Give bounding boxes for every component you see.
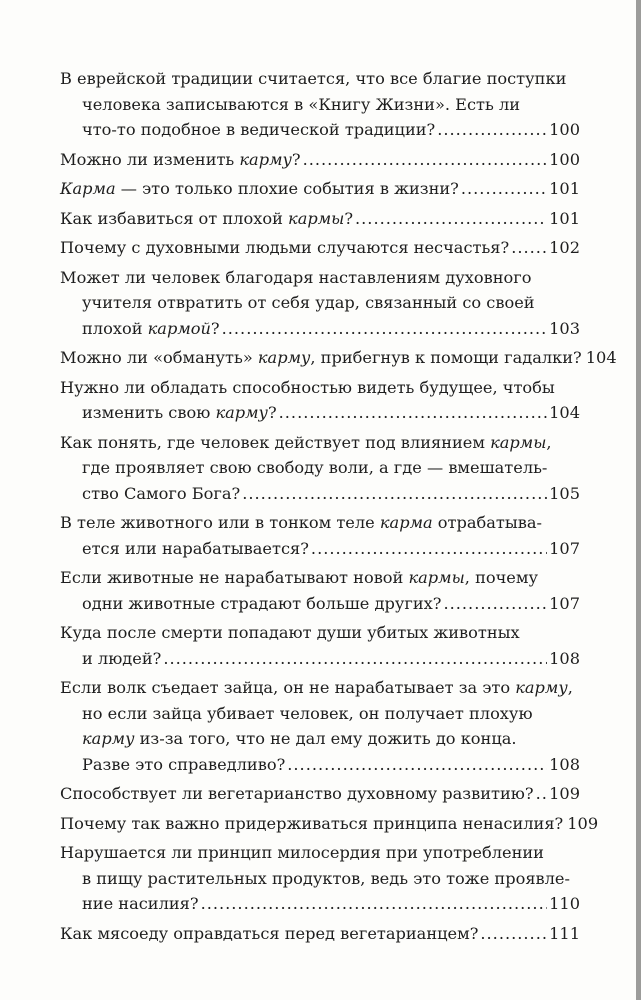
toc-line-text: ется или нарабатывается? bbox=[82, 538, 309, 558]
toc-entry bbox=[60, 811, 599, 837]
dot-leader bbox=[222, 316, 547, 342]
toc-line bbox=[60, 891, 580, 917]
toc-line-text: что-то подобное в ведической традиции? bbox=[82, 120, 436, 139]
toc-line-text: человека записываются в «Книгу Жизни». Есть ли bbox=[82, 94, 521, 114]
page-number: 108 bbox=[549, 648, 580, 668]
toc-line bbox=[60, 345, 617, 371]
toc-entry bbox=[60, 675, 580, 777]
toc-line bbox=[60, 675, 580, 701]
toc-entry bbox=[60, 781, 580, 807]
toc-line bbox=[60, 866, 580, 892]
page-number: 100 bbox=[549, 120, 580, 139]
page-number: 104 bbox=[585, 348, 617, 367]
toc-line-text: плохой кармой? bbox=[82, 318, 220, 338]
toc-line bbox=[60, 481, 580, 507]
dot-leader bbox=[242, 481, 547, 507]
toc-line-text: в пищу растительных продуктов, ведь это тоже проявле- bbox=[82, 868, 570, 888]
toc-entry bbox=[60, 921, 580, 947]
toc-line-text: Почему с духовными людьми случаются несчастья? bbox=[60, 238, 510, 257]
toc-line-text: Как избавиться от плохой кармы? bbox=[60, 208, 354, 228]
page-number: 109 bbox=[567, 813, 599, 833]
toc-line bbox=[60, 147, 580, 173]
page-number: 111 bbox=[549, 923, 580, 943]
toc-entry bbox=[60, 206, 580, 232]
page-number: 108 bbox=[549, 754, 580, 774]
toc-line-text: ние насилия? bbox=[82, 894, 199, 913]
toc-line bbox=[60, 701, 580, 727]
toc-line bbox=[60, 752, 580, 778]
dot-leader bbox=[461, 176, 547, 202]
page-number: 101 bbox=[549, 179, 580, 198]
toc-line-text: изменить свою карму? bbox=[82, 403, 277, 422]
toc-entry bbox=[60, 176, 580, 202]
toc-line bbox=[60, 510, 580, 536]
dot-leader bbox=[303, 147, 548, 173]
dot-leader bbox=[536, 781, 548, 807]
toc-line-text: Если животные не нарабатывают новой кармы, почему bbox=[60, 568, 539, 587]
dot-leader bbox=[311, 536, 547, 562]
toc-line-text: В еврейской традиции считается, что все благие поступки bbox=[60, 69, 567, 88]
toc-line bbox=[60, 430, 580, 456]
toc-line bbox=[60, 620, 580, 646]
toc-line bbox=[60, 375, 580, 401]
toc-entry bbox=[60, 430, 580, 507]
page-number: 107 bbox=[549, 538, 580, 558]
page-number: 110 bbox=[549, 894, 580, 913]
dot-leader bbox=[437, 117, 547, 143]
dot-leader bbox=[480, 921, 547, 947]
toc-line bbox=[60, 206, 580, 232]
toc-entry bbox=[60, 345, 617, 371]
toc-line bbox=[60, 565, 580, 591]
toc-entry bbox=[60, 265, 580, 342]
table-of-contents bbox=[60, 66, 617, 950]
toc-line bbox=[60, 265, 580, 291]
toc-line-text: Можно ли изменить карму? bbox=[60, 149, 301, 169]
toc-line-text: где проявляет свою свободу воли, а где — вмешатель- bbox=[82, 458, 548, 477]
toc-line-text: Как понять, где человек действует под влиянием кармы, bbox=[60, 432, 552, 452]
toc-line-text: учителя отвратить от себя удар, связанный со своей bbox=[82, 293, 535, 312]
toc-line bbox=[60, 921, 580, 947]
page-number: 107 bbox=[549, 593, 580, 613]
toc-line-text: Можно ли «обмануть» карму, прибегнув к помощи гадалки? bbox=[60, 348, 582, 367]
toc-line-text: Если волк съедает зайца, он не нарабатывает за это карму, bbox=[60, 678, 573, 697]
page-edge-shadow bbox=[636, 0, 641, 1000]
toc-line bbox=[60, 235, 580, 261]
toc-line-text: Нарушается ли принцип милосердия при употреблении bbox=[60, 843, 544, 862]
dot-leader bbox=[511, 235, 547, 261]
toc-line bbox=[60, 66, 580, 92]
dot-leader bbox=[287, 752, 547, 778]
toc-entry bbox=[60, 620, 580, 671]
dot-leader bbox=[163, 646, 547, 672]
toc-line bbox=[60, 316, 580, 342]
toc-entry bbox=[60, 147, 580, 173]
toc-line-text: Карма — это только плохие события в жизни? bbox=[60, 179, 459, 198]
toc-entry bbox=[60, 565, 580, 616]
toc-entry bbox=[60, 375, 580, 426]
toc-line bbox=[60, 781, 580, 807]
toc-line-text: ство Самого Бога? bbox=[82, 483, 241, 503]
toc-line-text: и людей? bbox=[82, 648, 162, 668]
toc-line bbox=[60, 92, 580, 118]
toc-line-text: одни животные страдают больше других? bbox=[82, 593, 442, 613]
toc-line-text: В теле животного или в тонком теле карма отрабатыва- bbox=[60, 513, 542, 532]
toc-line bbox=[60, 726, 580, 752]
toc-line-text: Почему так важно придерживаться принципа ненасилия? bbox=[60, 813, 564, 833]
toc-line bbox=[60, 455, 580, 481]
toc-line-text: Куда после смерти попадают души убитых животных bbox=[60, 623, 520, 642]
toc-line bbox=[60, 646, 580, 672]
dot-leader bbox=[443, 591, 547, 617]
toc-entry bbox=[60, 510, 580, 561]
toc-line bbox=[60, 536, 580, 562]
toc-line bbox=[60, 591, 580, 617]
page-number: 101 bbox=[549, 208, 580, 228]
toc-line-text: Может ли человек благодаря наставлениям духовного bbox=[60, 267, 532, 287]
toc-line-text: Нужно ли обладать способностью видеть будущее, чтобы bbox=[60, 377, 555, 397]
toc-line bbox=[60, 400, 580, 426]
dot-leader bbox=[355, 206, 547, 232]
toc-line bbox=[60, 117, 580, 143]
page-number: 104 bbox=[549, 403, 580, 422]
toc-line bbox=[60, 840, 580, 866]
toc-entry bbox=[60, 840, 580, 917]
toc-line bbox=[60, 290, 580, 316]
toc-line bbox=[60, 811, 599, 837]
toc-line-text: Разве это справедливо? bbox=[82, 754, 286, 774]
page-number: 102 bbox=[549, 238, 580, 257]
toc-line-text: карму из-за того, что не дал ему дожить до конца. bbox=[82, 729, 517, 748]
toc-entry bbox=[60, 66, 580, 143]
toc-entry bbox=[60, 235, 580, 261]
dot-leader bbox=[201, 891, 548, 917]
toc-line-text: Как мясоеду оправдаться перед вегетарианцем? bbox=[60, 923, 479, 943]
toc-line bbox=[60, 176, 580, 202]
page-number: 105 bbox=[549, 483, 580, 503]
dot-leader bbox=[279, 400, 547, 426]
toc-line-text: но если зайца убивает человек, он получает плохую bbox=[82, 703, 533, 723]
page-number: 103 bbox=[549, 318, 580, 338]
page-number: 100 bbox=[549, 149, 580, 169]
toc-line-text: Способствует ли вегетарианство духовному развитию? bbox=[60, 784, 534, 803]
page-number: 109 bbox=[549, 784, 580, 803]
